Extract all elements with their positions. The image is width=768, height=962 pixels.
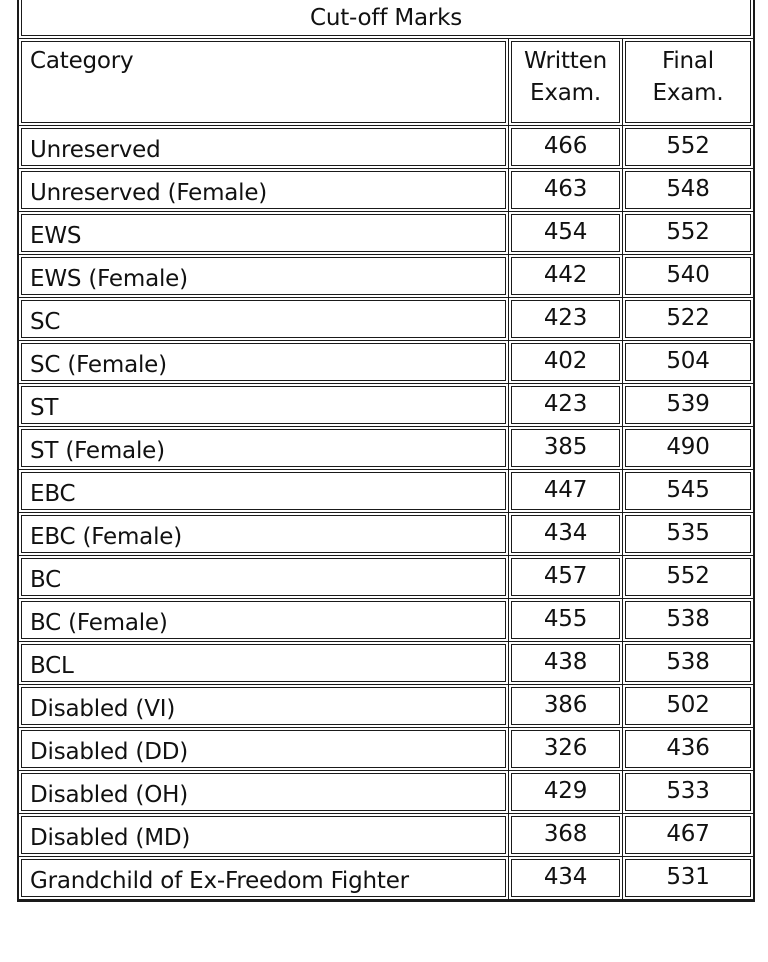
final-exam-cell: 533 xyxy=(625,773,751,811)
final-exam-cell: 436 xyxy=(625,730,751,768)
header-written-exam xyxy=(511,41,620,123)
written-exam-cell: 434 xyxy=(511,859,620,897)
table-row xyxy=(19,556,753,599)
category-cell: Disabled (DD) xyxy=(21,730,506,768)
final-exam-cell: 540 xyxy=(625,257,751,295)
final-exam-cell: 552 xyxy=(625,214,751,252)
category-cell: SC (Female) xyxy=(21,343,506,381)
category-cell: SC xyxy=(21,300,506,338)
final-exam-cell: 552 xyxy=(625,558,751,596)
table-row xyxy=(19,814,753,857)
written-exam-cell: 326 xyxy=(511,730,620,768)
final-exam-cell: 545 xyxy=(625,472,751,510)
table-row xyxy=(19,427,753,470)
table-row xyxy=(19,212,753,255)
table-row xyxy=(19,255,753,298)
table-title-row xyxy=(19,0,753,39)
final-exam-cell: 490 xyxy=(625,429,751,467)
document-page xyxy=(17,0,751,950)
header-final-exam xyxy=(625,41,751,123)
final-exam-cell: 548 xyxy=(625,171,751,209)
written-exam-cell: 466 xyxy=(511,128,620,166)
cutoff-marks-table xyxy=(17,0,755,902)
final-exam-cell: 552 xyxy=(625,128,751,166)
table-row xyxy=(19,126,753,169)
written-exam-cell: 457 xyxy=(511,558,620,596)
table-row xyxy=(19,857,753,900)
category-cell: Disabled (MD) xyxy=(21,816,506,854)
written-exam-cell: 368 xyxy=(511,816,620,854)
header-written-line1: Written xyxy=(524,48,607,74)
table-row xyxy=(19,599,753,642)
table-row xyxy=(19,685,753,728)
written-exam-cell: 447 xyxy=(511,472,620,510)
table-row xyxy=(19,728,753,771)
written-exam-cell: 442 xyxy=(511,257,620,295)
table-row xyxy=(19,341,753,384)
table-row xyxy=(19,771,753,814)
final-exam-cell: 531 xyxy=(625,859,751,897)
category-cell: EBC (Female) xyxy=(21,515,506,553)
final-exam-cell: 467 xyxy=(625,816,751,854)
table-row xyxy=(19,169,753,212)
table-row xyxy=(19,642,753,685)
final-exam-cell: 522 xyxy=(625,300,751,338)
written-exam-cell: 423 xyxy=(511,386,620,424)
category-cell: ST (Female) xyxy=(21,429,506,467)
final-exam-cell: 535 xyxy=(625,515,751,553)
written-exam-cell: 438 xyxy=(511,644,620,682)
final-exam-cell: 539 xyxy=(625,386,751,424)
header-final-line1: Final xyxy=(661,48,714,74)
written-exam-cell: 455 xyxy=(511,601,620,639)
category-cell: Unreserved xyxy=(21,128,506,166)
written-exam-cell: 454 xyxy=(511,214,620,252)
final-exam-cell: 502 xyxy=(625,687,751,725)
written-exam-cell: 402 xyxy=(511,343,620,381)
header-final-line2: Exam. xyxy=(652,80,724,106)
table-title: Cut-off Marks xyxy=(21,0,751,36)
category-cell: Disabled (OH) xyxy=(21,773,506,811)
table-row xyxy=(19,298,753,341)
written-exam-cell: 423 xyxy=(511,300,620,338)
written-exam-cell: 385 xyxy=(511,429,620,467)
written-exam-cell: 429 xyxy=(511,773,620,811)
table-row xyxy=(19,470,753,513)
written-exam-cell: 386 xyxy=(511,687,620,725)
table-row xyxy=(19,513,753,556)
category-cell: BC (Female) xyxy=(21,601,506,639)
written-exam-cell: 463 xyxy=(511,171,620,209)
table-row xyxy=(19,384,753,427)
final-exam-cell: 538 xyxy=(625,601,751,639)
written-exam-cell: 434 xyxy=(511,515,620,553)
header-written-line2: Exam. xyxy=(530,80,601,106)
category-cell: EWS xyxy=(21,214,506,252)
final-exam-cell: 538 xyxy=(625,644,751,682)
category-cell: Disabled (VI) xyxy=(21,687,506,725)
category-cell: Grandchild of Ex-Freedom Fighter xyxy=(21,859,506,897)
category-cell: EBC xyxy=(21,472,506,510)
final-exam-cell: 504 xyxy=(625,343,751,381)
table-header-row xyxy=(19,39,753,126)
category-cell: ST xyxy=(21,386,506,424)
category-cell: BCL xyxy=(21,644,506,682)
category-cell: Unreserved (Female) xyxy=(21,171,506,209)
category-cell: EWS (Female) xyxy=(21,257,506,295)
category-cell: BC xyxy=(21,558,506,596)
header-category: Category xyxy=(21,41,506,123)
